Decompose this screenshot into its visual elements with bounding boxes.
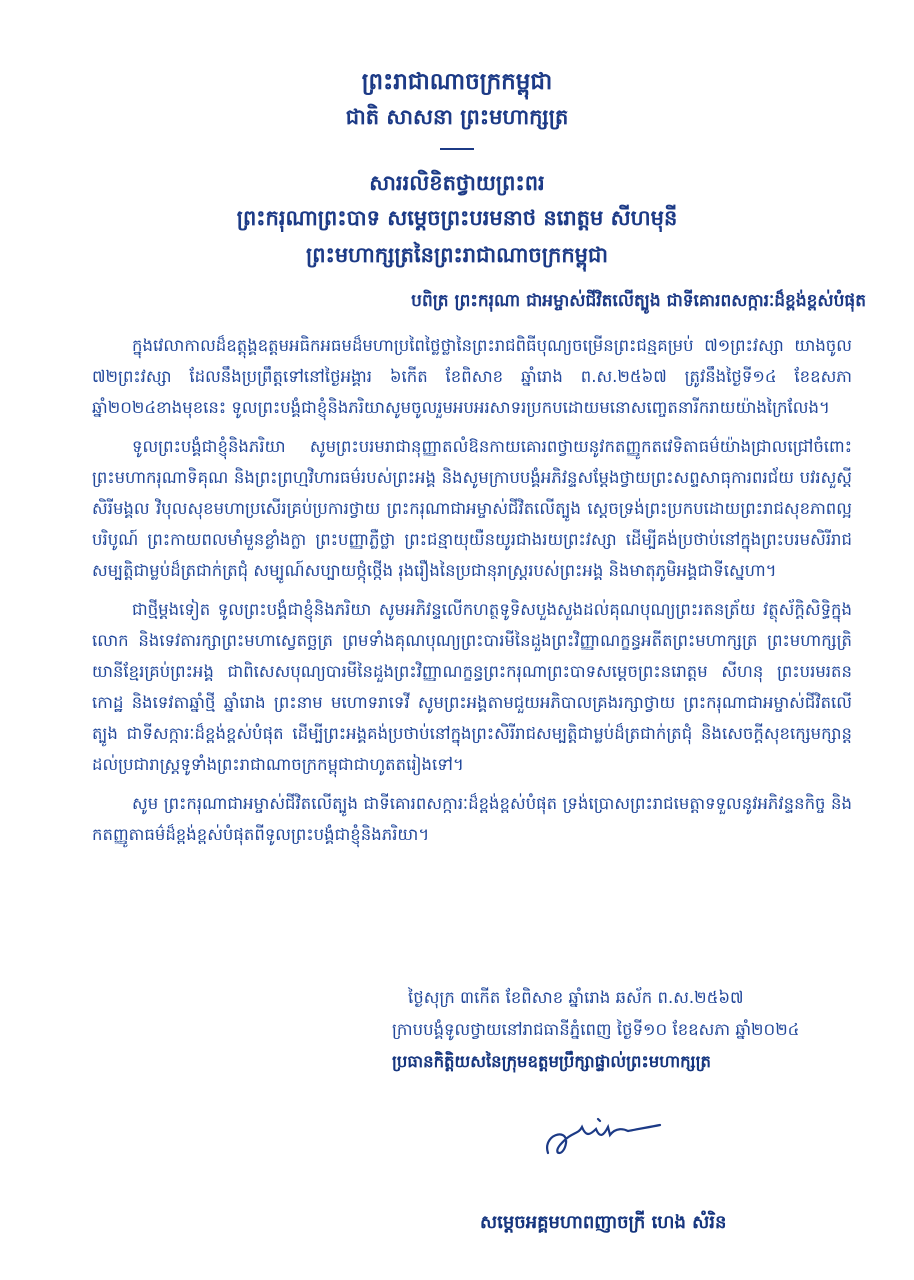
place-and-date: ក្រាបបង្គំទូលថ្វាយនៅរាជធានីភ្នំពេញ ថ្ងៃទី១០ ខែឧសភា ឆ្នាំ២០២៤ [392, 1020, 800, 1039]
national-motto: ជាតិ សាសនា ព្រះមហាក្សត្រ [345, 105, 569, 129]
lunar-dateline: ថ្ងៃសុក្រ ៣កើត ខែពិសាខ ឆ្នាំរោង ឆស័ក ព.ស.២៥៦៧ [408, 988, 744, 1007]
paragraph: ទូលព្រះបង្គំជាខ្ញុំនិងភរិយា សូមព្រះបរមរាជានុញ្ញាតលំឱនកាយគោរពថ្វាយនូវកតញ្ញូកតវេទិតាធម៌យ៉ាងជ្រាលជ្រៅចំពោះព្រះមហាករុណាទិគុណ និងព្រះព្រហ្មវិហារធម៌របស់ព្រះអង្គ និងសូមក្រាបបង្គំអភិវន្ទសម្ដែងថ្វាយព្រះសព្ទសាធុការពរជ័យ បវរសួស្ដី សិរីមង្គល វិបុលសុខមហាប្រសើរគ្រប់ប្រការថ្វាយ ព្រះករុណាជាអម្ចាស់ជីវិតលើត្បូង ស្ដេចទ្រង់ព្រះប្រកបដោយព្រះរាជសុខភាពល្អបរិបូណ៍ ព្រះកាយពលមាំមួនខ្លាំងក្លា ព្រះបញ្ញាភ្លឺថ្លា ព្រះជន្មាយុយឺនយូរជាងរយព្រះវស្សា ដើម្បីគង់ប្រថាប់នៅក្នុងព្រះបរមសិរីរាជសម្បត្តិជាម្លប់ដ៏ត្រជាក់ត្រជុំ សម្បូណ៍សប្បាយថ្កុំថ្កើង រុងរឿងនៃប្រជានុរាស្ត្ររបស់ព្រះអង្គ និងមាតុភូមិអង្គជាទីស្នេហា។ [92, 437, 852, 580]
paragraph: ជាថ្មីម្ដងទៀត ទូលព្រះបង្គំជាខ្ញុំនិងភរិយា សូមអភិវន្ទលើកហត្ថទូទិសបួងសួងដល់គុណបុណ្យព្រះរតនត្រ័យ វត្ថុស័ក្ដិសិទ្ធិក្នុងលោក និងទេវតារក្សាព្រះមហាស្វេតច្ឆត្រ ព្រមទាំងគុណបុណ្យព្រះបារមីនៃដួងព្រះវិញ្ញាណក្ខន្ធអតីតព្រះមហាក្សត្រ ព្រះមហាក្សត្រិយានីខ្មែរគ្រប់ព្រះអង្គ ជាពិសេសបុណ្យបារមីនៃដួងព្រះវិញ្ញាណក្ខន្ធព្រះករុណាព្រះបាទសម្ដេចព្រះនរោត្តម សីហនុ ព្រះបរមរតនកោដ្ឋ និងទេវតាឆ្នាំថ្មី ឆ្នាំរោង ព្រះនាម មហោទរាទេវី សូមព្រះអង្គតាមជួយអភិបាលគ្រងរក្សាថ្វាយ ព្រះករុណាជាអម្ចាស់ជីវិតលើត្បូង ជាទីសក្ការៈដ៏ខ្ពង់ខ្ពស់បំផុត ដើម្បីព្រះអង្គគង់ប្រថាប់នៅក្នុងព្រះសិរីរាជសម្បត្តិជាម្លប់ដ៏ត្រជាក់ត្រជុំ និងសេចក្ដីសុខក្សេមក្សាន្តដល់ប្រជារាស្ត្រទូទាំងព្រះរាជាណាចក្រកម្ពុជាជាហូតតរៀងទៅ។ [92, 600, 852, 774]
salutation: បពិត្រ ព្រះករុណា ជាអម្ចាស់ជីវិតលើត្បូង ជាទីគោរពសក្ការៈដ៏ខ្ពង់ខ្ពស់បំផុត [411, 291, 866, 311]
handwritten-signature [538, 1105, 688, 1165]
signer-name: សម្ដេចអគ្គមហាពញាចក្រី ហេង សំរិន [480, 1212, 727, 1233]
addressee-name: ព្រះករុណាព្រះបាទ សម្ដេចព្រះបរមនាថ នរោត្តម សីហមុនី [236, 206, 678, 230]
paragraph: ក្នុងវេលាកាលដ៏ឧត្ដុង្គឧត្ដមអធិកអធមដ៏មហាប្រពៃថ្លៃថ្លានៃព្រះរាជពិធីបុណ្យចម្រើនព្រះជន្មគម្រប់ ៧១ព្រះវស្សា យាងចូល ៧២ព្រះវស្សា ដែលនឹងប្រព្រឹត្តទៅនៅថ្ងៃអង្គារ ៦កើត ខែពិសាខ ឆ្នាំរោង ព.ស.២៥៦៧ ត្រូវនឹងថ្ងៃទី១៤ ខែឧសភា ឆ្នាំ២០២៤ខាងមុខនេះ ទូលព្រះបង្គំជាខ្ញុំនិងភរិយាសូមចូលរួមអបអរសាទរប្រកបដោយមនោសញ្ចេតនារីករាយយ៉ាងក្រៃលែង។ [92, 336, 852, 417]
paragraph: សូម ព្រះករុណាជាអម្ចាស់ជីវិតលើត្បូង ជាទីគោរពសក្ការៈដ៏ខ្ពង់ខ្ពស់បំផុត ទ្រង់ប្រោសព្រះរាជមេត្តាទទួលនូវអភិវន្ទនកិច្ច និងកតញ្ញូតាធម៌ដ៏ខ្ពង់ខ្ពស់បំផុតពីទូលព្រះបង្គំជាខ្ញុំនិងភរិយា។ [92, 794, 852, 844]
addressee-title: ព្រះមហាក្សត្រនៃព្រះរាជាណាចក្រកម្ពុជា [306, 243, 608, 267]
letter-body [92, 330, 852, 858]
header-divider [440, 148, 474, 150]
signer-role: ប្រធានកិត្តិយសនៃក្រុមឧត្តមប្រឹក្សាផ្ទាល់ព្រះមហាក្សត្រ [392, 1052, 711, 1071]
kingdom-heading: ព្រះរាជាណាចក្រកម្ពុជា [361, 69, 553, 95]
letter-title: សាររលិខិតថ្វាយព្រះពរ [369, 171, 545, 195]
